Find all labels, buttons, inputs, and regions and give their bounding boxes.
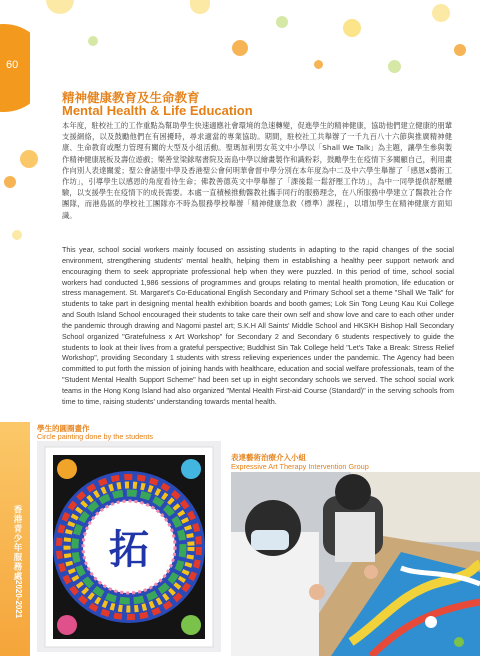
decor-dot bbox=[20, 150, 38, 168]
body-paragraph-en: This year, school social workers mainly focused on assisting students in adapting to the rapid changes of the social environment, strengthening students' mental health, helping them in establishing a healthy peer support network and encouraging them to seek appropriate professional help when they were puzzled. In this period of time, school social workers had conducted 1,986 sessions of programmes and groups relating to mental health promotion, life education or stress management. St. Margaret's Co-Educational English Secondary and Primary School set a theme "Shall We Talk" for students to take part in designing mental health exhibition boards and booth games; Lok Sin Tong Leung Kau Kui College and South Island School encouraged their students to take care their own self and show love and care to each other under the pandemic through drawing and Nagomi pastel art; S.K.H All Saints' Middle School and HKSKH Bishop Hall Secondary School organized "Gratefulness x Art Workshop" for Secondary 2 and Secondary 6 students respectively to guide the students to look at their lives from a grateful perspective; Buddhist Sin Tak College held "Let's Take a Break: Stress Relief Workshop", providing Secondary 1 students with stress relieving experiences under the pandemic. The Agency had been committed to put forth the mission of joining hands with healthcare, education and social welfare professionals, team of the "Student Mental Health Support Scheme" had been set up in eight secondary schools we served. The school social work teams in the Hong Kong Island had also organized "Mental Health First-aid Course (Standard)" in the serving schools from time to time, raising students' understanding towards mental health. bbox=[62, 245, 454, 406]
decor-dot bbox=[4, 176, 16, 188]
art-therapy-illustration bbox=[231, 472, 480, 656]
decor-dot bbox=[12, 230, 22, 240]
decor-dot bbox=[432, 4, 450, 22]
body-paragraph-zh: 本年度，駐校社工的工作重點為幫助學生快速適應社會環境的急速轉變，促進學生的精神健康，協助他們建立健康的朋輩支援網絡，以及鼓勵他們在有困擾時，尋求適當的專業協助。期間，駐校社工共舉辦了一千九百八十六節與推廣精神健康、生命教育或壓力管理有關的大型及小組活動。聖瑪加利男女英文中小學以「Shall We Talk」為主題，讓學生參與製作精神健康展板及壽位遊戲；樂善堂梁銶琚書院及南島中學以繪畫製作和識粉彩，鼓勵學生在疫情下多關顧自己，利用畫作向別人表達關愛；聖公會諸聖中學及香港聖公會何明華會督中學分別在本年度為中二及中六學生舉辦了「感恩x藝術工作坊」，引導學生以感恩的角度看待生命；佛教善德英文中學舉辦了「課後鬆一鬆舒壓工作坊」，為中一同學提供舒壓體驗，以支援學生在疫情下的成長需要。本處一直積極推動醫教社攜手同行的服務理念，在八所服務中學建立了醫教社合作團隊，而港島區的學校社工團隊亦不時為服務學校舉辦「精神健康急救（標準）課程」，以增加學生在精神健康方面知識。 bbox=[62, 121, 452, 220]
report-year: 2020-2021 bbox=[14, 580, 23, 619]
photo-caption-en: Circle painting done by the students bbox=[37, 432, 154, 441]
decor-dot bbox=[343, 19, 361, 37]
artwork-character: 拓 bbox=[109, 527, 149, 573]
decor-dot bbox=[314, 60, 323, 69]
decor-dot bbox=[46, 0, 74, 14]
decor-dot bbox=[232, 40, 248, 56]
photo-caption-zh: 表達藝術治療介入小組 bbox=[231, 453, 306, 462]
section-title-zh: 精神健康教育及生命教育 bbox=[62, 90, 200, 105]
photo-caption-en: Expressive Art Therapy Intervention Group bbox=[231, 462, 369, 471]
decor-dot bbox=[190, 0, 210, 14]
page-number: 60 bbox=[6, 59, 19, 71]
decor-dot bbox=[388, 60, 401, 73]
art-therapy-photo bbox=[231, 472, 480, 656]
decor-dot bbox=[276, 16, 288, 28]
left-sidebar bbox=[0, 0, 30, 656]
photo-caption-zh: 學生的圓圈畫作 bbox=[37, 424, 90, 433]
decor-dot bbox=[454, 44, 466, 56]
circle-painting-illustration bbox=[37, 441, 221, 652]
circle-painting-photo bbox=[37, 441, 221, 652]
decor-dot bbox=[88, 36, 98, 46]
section-title-en: Mental Health & Life Education bbox=[62, 103, 253, 118]
organization-name: 香港青少年服務處 bbox=[12, 505, 22, 581]
